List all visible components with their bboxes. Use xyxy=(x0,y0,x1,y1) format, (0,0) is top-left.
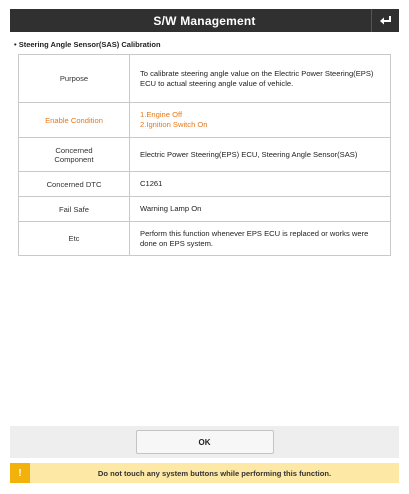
row-value: Warning Lamp On xyxy=(130,197,391,222)
row-value: Perform this function whenever EPS ECU is replaced or works were done on EPS system. xyxy=(130,222,391,256)
table-row-concerned-component xyxy=(19,138,391,172)
condition-line: 2.Ignition Switch On xyxy=(140,120,208,129)
table-row-fail-safe xyxy=(19,197,391,222)
table-row-concerned-dtc xyxy=(19,172,391,197)
row-value xyxy=(130,103,391,138)
page-title: S/W Management xyxy=(153,13,256,28)
row-label: Enable Condition xyxy=(19,103,130,138)
back-button[interactable] xyxy=(371,9,399,32)
row-label: Concerned DTC xyxy=(19,172,130,197)
label-line: Concerned xyxy=(55,145,93,155)
table-row-enable-condition xyxy=(19,103,391,138)
row-value: To calibrate steering angle value on the Electric Power Steering(EPS) ECU to actual steering angle value of vehicle. xyxy=(130,55,391,103)
row-value: C1261 xyxy=(130,172,391,197)
row-label xyxy=(19,138,130,172)
warning-text: Do not touch any system buttons while performing this function. xyxy=(97,468,332,478)
row-value: Electric Power Steering(EPS) ECU, Steering Angle Sensor(SAS) xyxy=(130,138,391,172)
info-table xyxy=(18,54,391,256)
table-row-etc xyxy=(19,222,391,256)
condition-line: 1.Engine Off xyxy=(140,110,183,120)
title-bar xyxy=(10,9,399,32)
warning-banner xyxy=(10,463,399,483)
table-row-purpose xyxy=(19,55,391,103)
row-label: Fail Safe xyxy=(19,197,130,222)
row-label: Purpose xyxy=(19,55,130,103)
section-title: • Steering Angle Sensor(SAS) Calibration xyxy=(14,40,161,49)
bottom-bar xyxy=(10,426,399,458)
warning-icon: ! xyxy=(10,463,30,483)
label-line: Component xyxy=(54,154,94,164)
ok-button[interactable]: OK xyxy=(136,430,274,454)
return-arrow-icon xyxy=(379,15,392,26)
row-label: Etc xyxy=(19,222,130,256)
